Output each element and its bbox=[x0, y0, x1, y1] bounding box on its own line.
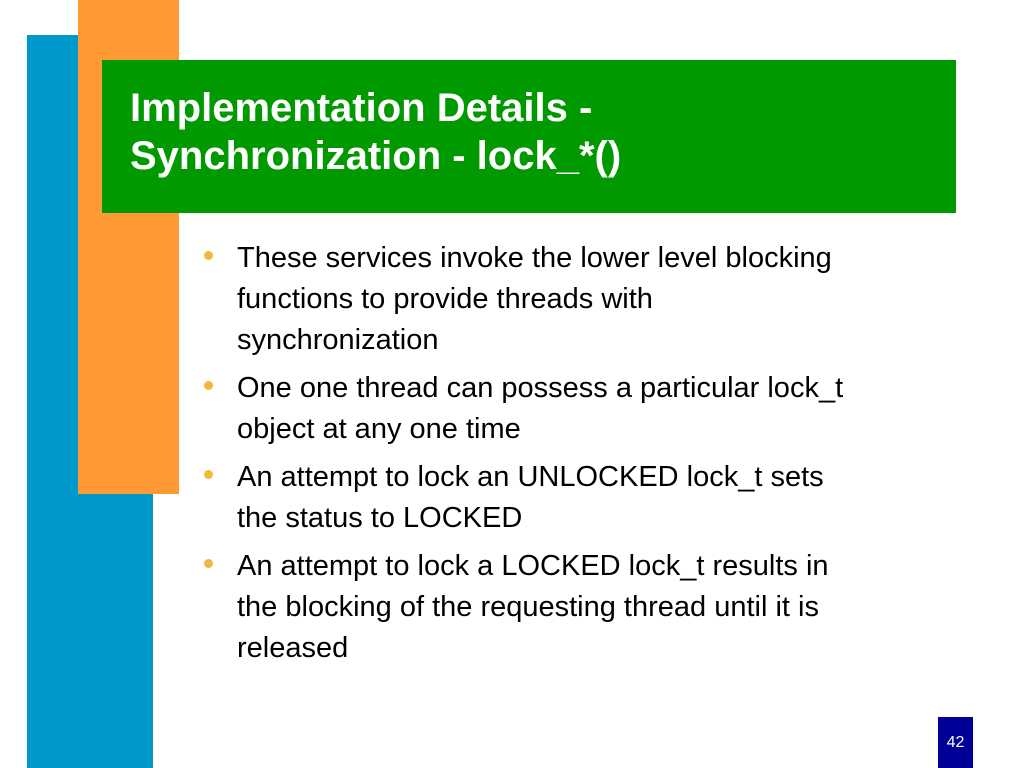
bullet-item bbox=[197, 238, 977, 361]
bullet-text-line: released bbox=[237, 632, 349, 664]
bullet-list bbox=[197, 238, 977, 676]
bullet-text-line: An attempt to lock a LOCKED lock_t results in bbox=[237, 550, 829, 582]
bullet-dot-icon bbox=[204, 251, 213, 260]
bullet-item bbox=[197, 457, 977, 539]
bullet-text-line: These services invoke the lower level blocking bbox=[237, 242, 832, 274]
page-number: 42 bbox=[938, 717, 973, 768]
bullet-item bbox=[197, 546, 977, 669]
bullet-text-line: One one thread can possess a particular lock_t bbox=[237, 372, 844, 404]
bullet-text-line: functions to provide threads with bbox=[237, 283, 653, 315]
slide-title bbox=[102, 60, 956, 213]
bullet-text-line: the blocking of the requesting thread until it is bbox=[237, 591, 819, 623]
bullet-text-line: synchronization bbox=[237, 324, 439, 356]
title-line-2: Synchronization - lock_*() bbox=[130, 134, 622, 178]
bullet-item bbox=[197, 368, 977, 450]
bullet-dot-icon bbox=[204, 470, 213, 479]
bullet-dot-icon bbox=[204, 381, 213, 390]
bullet-dot-icon bbox=[204, 559, 213, 568]
bullet-text-line: An attempt to lock an UNLOCKED lock_t sets bbox=[237, 461, 824, 493]
bullet-text-line: the status to LOCKED bbox=[237, 502, 523, 534]
title-line-1: Implementation Details - bbox=[130, 86, 593, 130]
bullet-text-line: object at any one time bbox=[237, 413, 521, 445]
